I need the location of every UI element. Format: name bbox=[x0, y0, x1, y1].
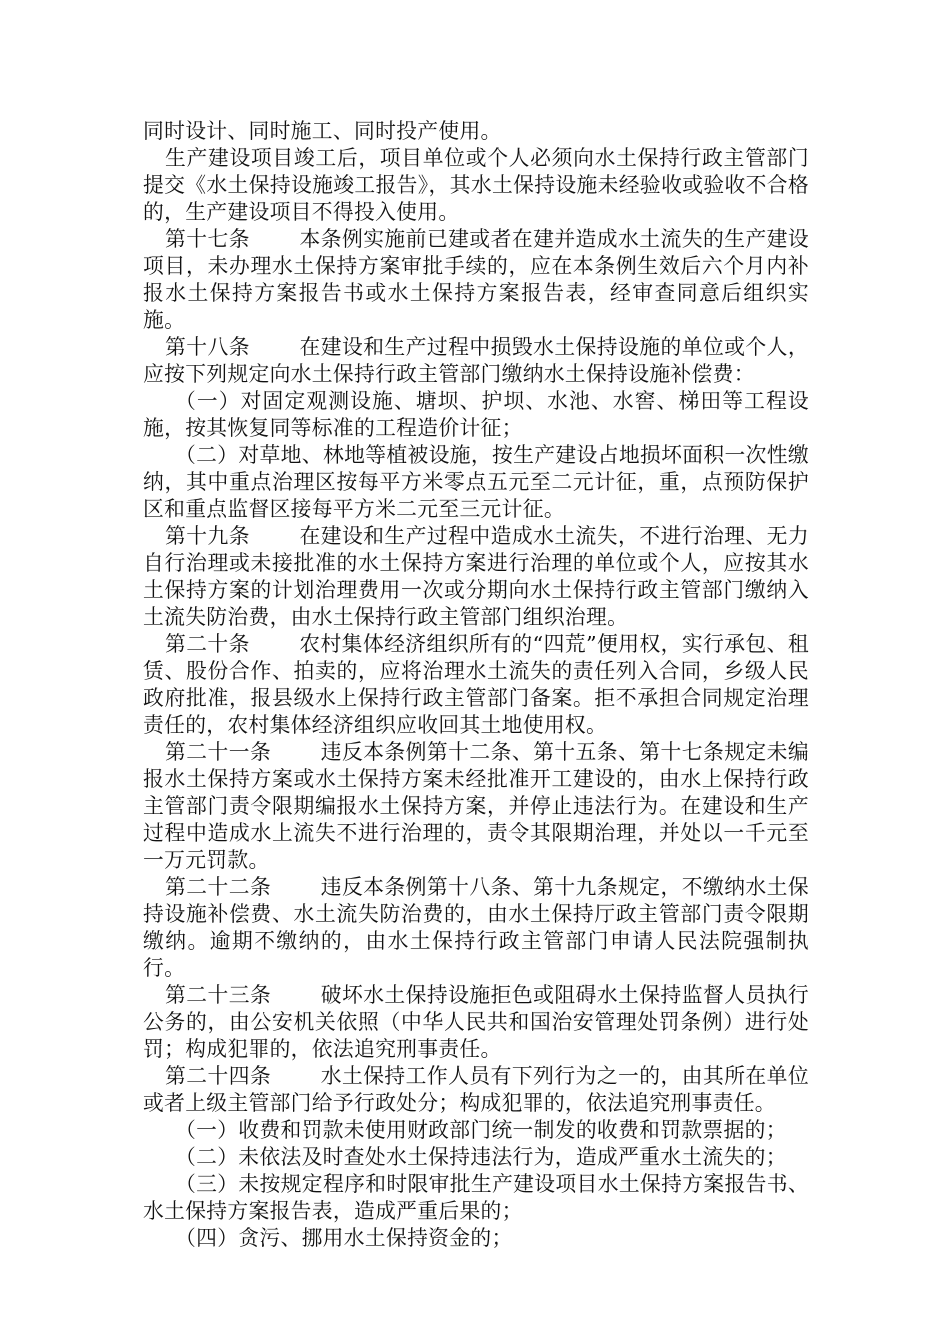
paragraph-text: （二）对草地、林地等植被设施，按生产建设占地损坏面积一次性缴纳，其中重点治理区按每平方米零点五元至二元计征，重，点预防保护区和重点监督区接每平方米二元至三元计征。 bbox=[143, 443, 809, 521]
article-paragraph bbox=[143, 226, 809, 334]
article-number: 第二十四条 bbox=[165, 1064, 272, 1088]
paragraph-text: 在建设和生产过程中造成水土流失，不进行治理、无力自行治理或未接批准的水土保持方案进行治理的单位或个人，应按其水土保持方案的计划治理费用一次或分期向水土保持行政主管部门缴纳入土流失防治费，由水土保持行政主管部门组织治理。 bbox=[143, 524, 810, 629]
paragraph bbox=[143, 1117, 809, 1144]
paragraph-text: 本条例实施前已建或者在建并造成水土流失的生产建设项目，未办理水土保持方案审批手续的，应在本条例生效后六个月内补报水土保持方案报告书或水土保持方案报告表，经审查同意后组织实施。 bbox=[143, 227, 810, 332]
paragraph-text: 生产建设项目竣工后，项目单位或个人必须向水土保持行政主管部门提交《水土保持设施竣工报告》，其水土保持设施未经验收或验收不合格的，生产建设项目不得投入使用。 bbox=[143, 146, 809, 224]
paragraph bbox=[143, 1144, 809, 1171]
paragraph-text: 水土保持工作人员有下列行为之一的，由其所在单位或者上级主管部门给予行政处分；构成犯罪的，依法追究刑事责任。 bbox=[143, 1064, 810, 1115]
paragraph bbox=[143, 1225, 809, 1252]
paragraph-text: 违反本条例第十八条、第十九条规定，不缴纳水土保持设施补偿费、水土流失防治费的，由水土保持厅政主管部门责令限期缴纳。逾期不缴纳的，由水土保持行政主管部门申请人民法院强制执行。 bbox=[143, 875, 810, 980]
paragraph-text: （一）对固定观测设施、塘坝、护坝、水池、水窖、梯田等工程设施，按其恢复同等标准的工程造价计征； bbox=[143, 389, 809, 440]
paragraph-text: 同时设计、同时施工、同时投产使用。 bbox=[143, 119, 502, 143]
article-number: 第十八条 bbox=[165, 335, 250, 359]
article-paragraph bbox=[143, 334, 809, 388]
article-number: 第二十一条 bbox=[165, 740, 272, 764]
article-number: 第二十三条 bbox=[165, 983, 272, 1007]
article-paragraph bbox=[143, 874, 809, 982]
paragraph bbox=[143, 442, 809, 523]
article-number: 第十七条 bbox=[165, 227, 250, 251]
paragraph-text: 农村集体经济组织所有的“四荒”便用权，实行承包、租赁、股份合作、拍卖的，应将治理水土流失的责任列入合同，乡级人民政府批准，报县级水上保持行政主管部门备案。拒不承担合同规定治理责任的，农村集体经济组织应收回其土地使用权。 bbox=[143, 632, 809, 737]
article-paragraph bbox=[143, 982, 809, 1063]
article-number: 第二十条 bbox=[165, 632, 250, 656]
paragraph-text: 违反本条例第十二条、第十五条、第十七条规定未编报水土保持方案或水土保持方案未经批准开工建设的，由水上保持行政主管部门责令限期编报水土保持方案，并停止违法行为。在建设和生产过程中造成水上流失不进行治理的，责令其限期治理，并处以一千元至一万元罚款。 bbox=[143, 740, 810, 872]
paragraph-text: 破坏水土保持设施拒色或阻碍水土保持监督人员执行公务的，由公安机关依照（中华人民共和国治安管理处罚条例）进行处罚；构成犯罪的，依法追究刑事责任。 bbox=[143, 983, 810, 1061]
paragraph-text: （二）未依法及时查处水土保持违法行为，造成严重水土流失的； bbox=[175, 1145, 787, 1169]
paragraph-text: （四）贪污、挪用水土保持资金的； bbox=[175, 1226, 513, 1250]
article-paragraph bbox=[143, 523, 809, 631]
paragraph bbox=[143, 1171, 809, 1225]
document-body bbox=[143, 118, 809, 1252]
article-paragraph bbox=[143, 1063, 809, 1117]
article-number: 第十九条 bbox=[165, 524, 250, 548]
paragraph-text: （三）未按规定程序和时限审批生产建设项目水土保持方案报告书、水土保持方案报告表，造成严重后果的； bbox=[143, 1172, 809, 1223]
article-paragraph bbox=[143, 631, 809, 739]
article-number: 第二十二条 bbox=[165, 875, 272, 899]
paragraph-text: 在建设和生产过程中损毁水土保持设施的单位或个人，应按下列规定向水土保持行政主管部门缴纳水土保持设施补偿费： bbox=[143, 335, 810, 386]
paragraph bbox=[143, 388, 809, 442]
article-paragraph bbox=[143, 739, 809, 874]
paragraph bbox=[143, 145, 809, 226]
paragraph bbox=[143, 118, 809, 145]
paragraph-text: （一）收费和罚款未使用财政部门统一制发的收费和罚款票据的； bbox=[175, 1118, 787, 1142]
